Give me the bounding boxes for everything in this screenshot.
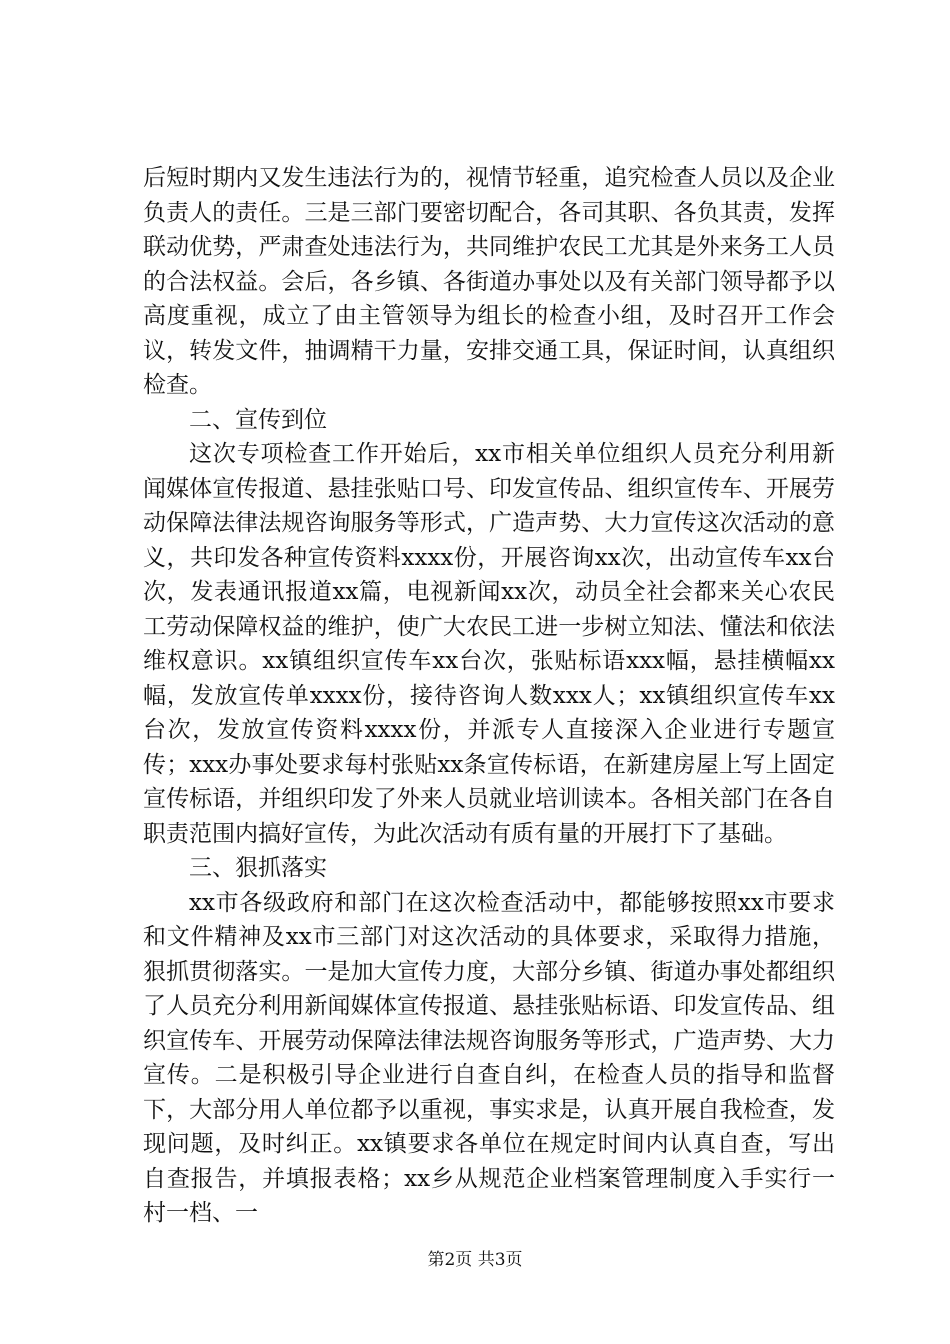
paragraph-implementation: xx市各级政府和部门在这次检查活动中，都能够按照xx市要求和文件精神及xx市三部门对这次活动的具体要求，采取得力措施，狠抓贯彻落实。一是加大宣传力度，大部分乡镇、街道办事处都组织了人员充分利用新闻媒体宣传报道、悬挂张贴标语、印发宣传品、组织宣传车、开展劳动保障法律法规咨询服务等形式，广造声势、大力宣传。二是积极引导企业进行自查自纠，在检查人员的指导和监督下，大部分用人单位都予以重视，事实求是，认真开展自我检查，发现问题，及时纠正。xx镇要求各单位在规定时间内认真自查，写出自查报告，并填报表格；xx乡从规范企业档案管理制度入手实行一村一档、一 <box>143 889 835 1226</box>
section-heading-implementation: 三、狠抓落实 <box>189 855 327 881</box>
document-body <box>143 161 835 1231</box>
page-number-footer: 第2页 共3页 <box>427 1250 523 1270</box>
paragraph-publicity: 这次专项检查工作开始后，xx市相关单位组织人员充分利用新闻媒体宣传报道、悬挂张贴口号、印发宣传品、组织宣传车、开展劳动保障法律法规咨询服务等形式，广造声势、大力宣传这次活动的意义，共印发各种宣传资料xxxx份，开展咨询xx次，出动宣传车xx台次，发表通讯报道xx篇，电视新闻xx次，动员全社会都来关心农民工劳动保障权益的维护，使广大农民工进一步树立知法、懂法和依法维权意识。xx镇组织宣传车xx台次，张贴标语xxx幅，悬挂横幅xx幅，发放宣传单xxxx份，接待咨询人数xxx人；xx镇组织宣传车xx台次，发放宣传资料xxxx份，并派专人直接深入企业进行专题宣传；xxx办事处要求每村张贴xx条宣传标语，在新建房屋上写上固定宣传标语，并组织印发了外来人员就业培训读本。各相关部门在各自职责范围内搞好宣传，为此次活动有质有量的开展打下了基础。 <box>143 441 835 847</box>
paragraph-continuation: 后短时期内又发生违法行为的，视情节轻重，追究检查人员以及企业负责人的责任。三是三部门要密切配合，各司其职、各负其责，发挥联动优势，严肃查处违法行为，共同维护农民工尤其是外来务工人员的合法权益。会后，各乡镇、各街道办事处以及有关部门领导都予以高度重视，成立了由主管领导为组长的检查小组，及时召开工作会议，转发文件，抽调精干力量，安排交通工具，保证时间，认真组织检查。 <box>143 165 835 398</box>
section-heading-publicity: 二、宣传到位 <box>189 406 327 433</box>
